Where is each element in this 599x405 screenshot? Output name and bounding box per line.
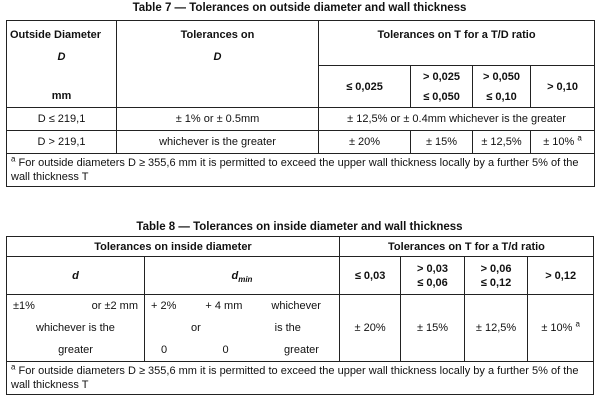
ratio-header-4: > 0,10: [531, 66, 595, 108]
row2-tolerance-d: whichever is the greater: [117, 131, 319, 154]
table8: [6, 236, 594, 395]
value-3: ± 12,5%: [464, 295, 528, 362]
value-4: ± 10% $^a$: [528, 295, 594, 362]
table7-footnote: $^a$ For outside diameters D ≥ 355,6 mm it is permitted to exceed the upper wall thickness locally by a further 5% of the wall thickness T: [7, 154, 595, 187]
d-tolerance-cell: ±1% or ±2 mm whichever is the greater: [7, 295, 145, 362]
header-tolerances-on-t: Tolerances on T for a T/d ratio: [339, 237, 593, 257]
ratio-header-3: > 0,050 ≤ 0,10: [473, 66, 531, 108]
footnote-ref: a: [577, 133, 582, 143]
row2-value-1: ± 20%: [319, 131, 411, 154]
ratio-header-4: > 0,12: [528, 257, 594, 295]
ratio-header-1: ≤ 0,025: [319, 66, 411, 108]
row2-value-4: ± 10% $^a$: [531, 131, 595, 154]
table7-caption: Table 7 — Tolerances on outside diameter and wall thickness: [132, 2, 467, 14]
value-2: ± 15%: [401, 295, 465, 362]
header-tolerances-on-d: Tolerances on D: [117, 21, 319, 108]
row1-outside-diameter: D ≤ 219,1: [7, 108, 117, 131]
ratio-header-1: ≤ 0,03: [339, 257, 400, 295]
row2-value-2: ± 15%: [411, 131, 473, 154]
value-1: ± 20%: [339, 295, 400, 362]
row1-tolerance-t: ± 12,5% or ± 0.4mm whichever is the greater: [319, 108, 595, 131]
header-tolerances-inside-diameter: Tolerances on inside diameter: [7, 237, 340, 257]
ratio-header-2: > 0,03 ≤ 0,06: [401, 257, 465, 295]
header-unit: mm: [51, 90, 72, 102]
ratio-header-3: > 0,06 ≤ 0,12: [464, 257, 528, 295]
header-dmin: $d_{min}$: [144, 257, 339, 295]
table8-footnote: $^a$ For outside diameters D ≥ 355,6 mm it is permitted to exceed the upper wall thickness locally by a further 5% of the wall thickness T: [7, 362, 594, 395]
dmin-tolerance-cell: + 2% + 4 mm whichever or is the 0 0 greater: [144, 295, 339, 362]
header-outside-diameter: Outside Diameter D mm: [7, 21, 117, 108]
row2-value-3: ± 12,5%: [473, 131, 531, 154]
row2-outside-diameter: D > 219,1: [7, 131, 117, 154]
footnote-ref: a: [575, 319, 580, 329]
table8-caption: Table 8 — Tolerances on inside diameter and wall thickness: [136, 221, 463, 233]
table7: [6, 20, 595, 187]
row1-tolerance-d: ± 1% or ± 0.5mm: [117, 108, 319, 131]
ratio-header-2: > 0,025 ≤ 0,050: [411, 66, 473, 108]
header-tolerances-on-t: Tolerances on T for a T/D ratio: [319, 21, 595, 66]
header-d: d: [7, 257, 145, 295]
